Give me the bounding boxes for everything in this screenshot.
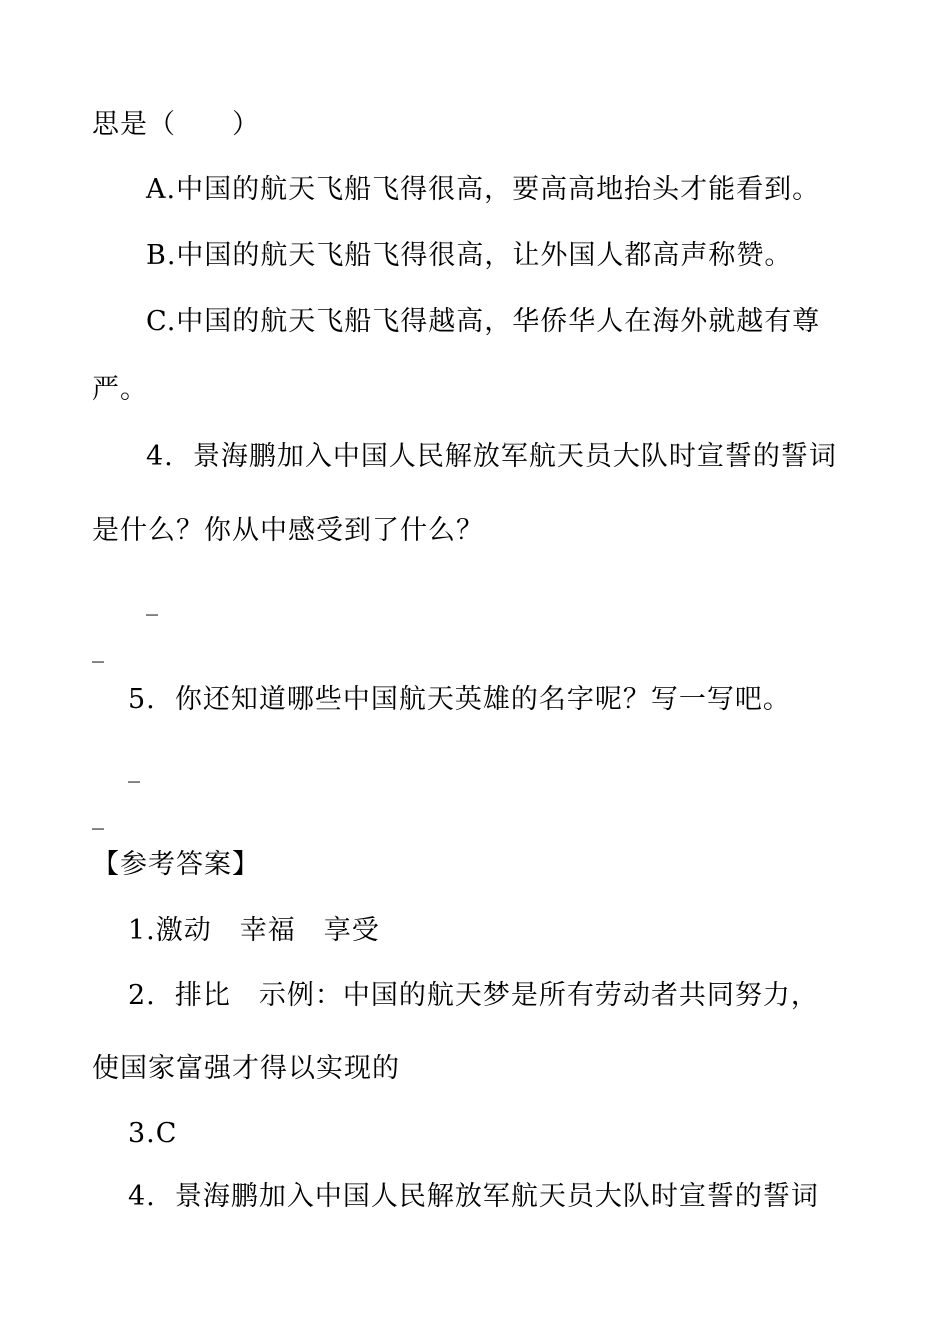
answer-1: 1.激动 幸福 享受	[128, 915, 380, 946]
question-5-line1: 5. 你还知道哪些中国航天英雄的名字呢？写一写吧。	[128, 684, 791, 715]
answer-blank: _	[128, 755, 140, 783]
question-continuation-text: 思是（ ）	[92, 109, 260, 140]
option-c-line2: 严。	[92, 374, 148, 405]
question-4-line1: 4. 景海鹏加入中国人民解放军航天员大队时宣誓的誓词	[146, 441, 837, 472]
answer-blank: _	[146, 588, 158, 616]
option-b: B.中国的航天飞船飞得很高，让外国人都高声称赞。	[146, 240, 793, 271]
option-a: A.中国的航天飞船飞得很高，要高高地抬头才能看到。	[146, 174, 821, 205]
option-c-line1: C.中国的航天飞船飞得越高，华侨华人在海外就越有尊	[146, 306, 821, 337]
answer-4-line1: 4. 景海鹏加入中国人民解放军航天员大队时宣誓的誓词	[128, 1181, 819, 1212]
answer-3: 3.C	[128, 1118, 178, 1149]
question-4-line2: 是什么？你从中感受到了什么？	[92, 515, 484, 546]
answer-2-line1: 2. 排比 示例：中国的航天梦是所有劳动者共同努力，	[128, 980, 819, 1011]
answer-blank: _	[92, 802, 104, 830]
answer-2-line2: 使国家富强才得以实现的	[92, 1053, 400, 1084]
answer-blank: _	[92, 635, 104, 663]
answers-heading: 【参考答案】	[92, 849, 260, 880]
